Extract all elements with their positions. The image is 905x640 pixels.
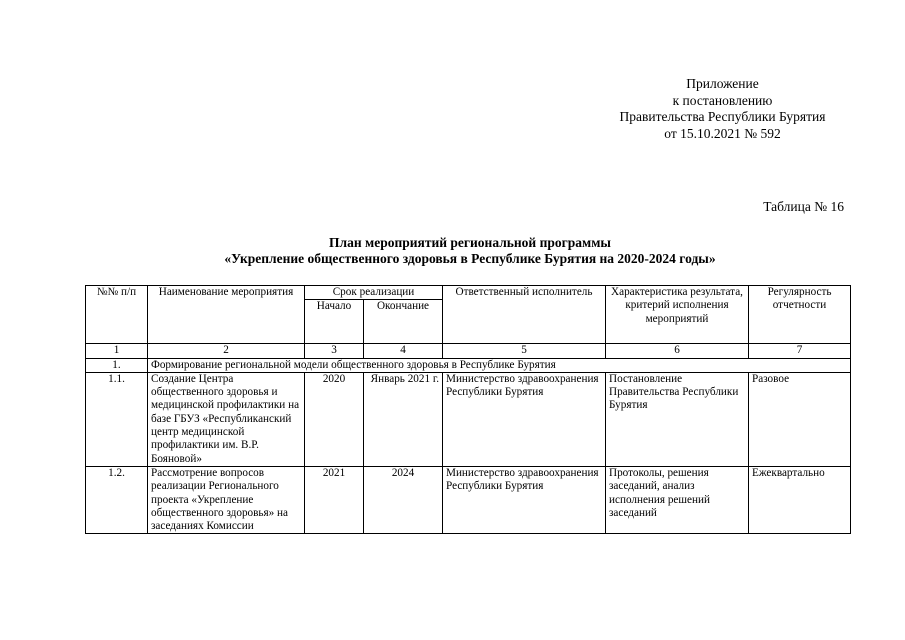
header-num: №№ п/п xyxy=(86,286,148,344)
row-regularity: Ежеквартально xyxy=(749,466,851,533)
col-number: 5 xyxy=(443,344,606,358)
header-row-1 xyxy=(86,286,851,300)
appendix-line-2: к постановлению xyxy=(672,92,773,108)
row-start: 2020 xyxy=(305,372,364,466)
col-number: 2 xyxy=(148,344,305,358)
header-period: Срок реализации xyxy=(305,286,443,300)
header-name: Наименование мероприятия xyxy=(148,286,305,344)
header-end: Окончание xyxy=(364,300,443,344)
section-row xyxy=(86,358,851,372)
col-number: 6 xyxy=(606,344,749,358)
row-result: Протоколы, решения заседаний, анализ исполнения решений заседаний xyxy=(606,466,749,533)
section-num: 1. xyxy=(86,358,148,372)
column-number-row xyxy=(86,344,851,358)
appendix-line-3: Правительства Республики Бурятия xyxy=(619,109,826,124)
col-number: 3 xyxy=(305,344,364,358)
section-title: Формирование региональной модели общественного здоровья в Республике Бурятия xyxy=(148,358,851,372)
row-name: Создание Центра общественного здоровья и медицинской профилактики на базе ГБУЗ «Республиканский центр медицинской профилактики им. В.Р. Бояновой» xyxy=(148,372,305,466)
title-line-2: «Укрепление общественного здоровья в Республике Бурятия на 2020-2024 годы» xyxy=(224,251,716,266)
col-number: 7 xyxy=(749,344,851,358)
row-regularity: Разовое xyxy=(749,372,851,466)
row-num: 1.1. xyxy=(86,372,148,466)
appendix-line-4: от 15.10.2021 № 592 xyxy=(664,125,781,141)
table-row xyxy=(86,372,851,466)
appendix-block xyxy=(590,76,855,142)
row-end: 2024 xyxy=(364,466,443,533)
row-name: Рассмотрение вопросов реализации Регионального проекта «Укрепление общественного здоровья» на заседаниях Комиссии xyxy=(148,466,305,533)
header-result: Характеристика результата, критерий исполнения мероприятий xyxy=(606,286,749,344)
header-responsible: Ответственный исполнитель xyxy=(443,286,606,344)
row-start: 2021 xyxy=(305,466,364,533)
col-number: 1 xyxy=(86,344,148,358)
document-title xyxy=(0,235,905,267)
row-responsible: Министерство здравоохранения Республики Бурятия xyxy=(443,372,606,466)
row-result: Постановление Правительства Республики Бурятия xyxy=(606,372,749,466)
col-number: 4 xyxy=(364,344,443,358)
row-responsible: Министерство здравоохранения Республики Бурятия xyxy=(443,466,606,533)
header-start: Начало xyxy=(305,300,364,344)
row-num: 1.2. xyxy=(86,466,148,533)
title-line-1: План мероприятий региональной программы xyxy=(329,235,611,250)
appendix-line-1: Приложение xyxy=(686,76,759,91)
header-regularity: Регулярность отчетности xyxy=(749,286,851,344)
table-number: Таблица № 16 xyxy=(763,199,844,214)
table-row xyxy=(86,466,851,533)
row-end: Январь 2021 г. xyxy=(364,372,443,466)
plan-table xyxy=(85,285,851,534)
